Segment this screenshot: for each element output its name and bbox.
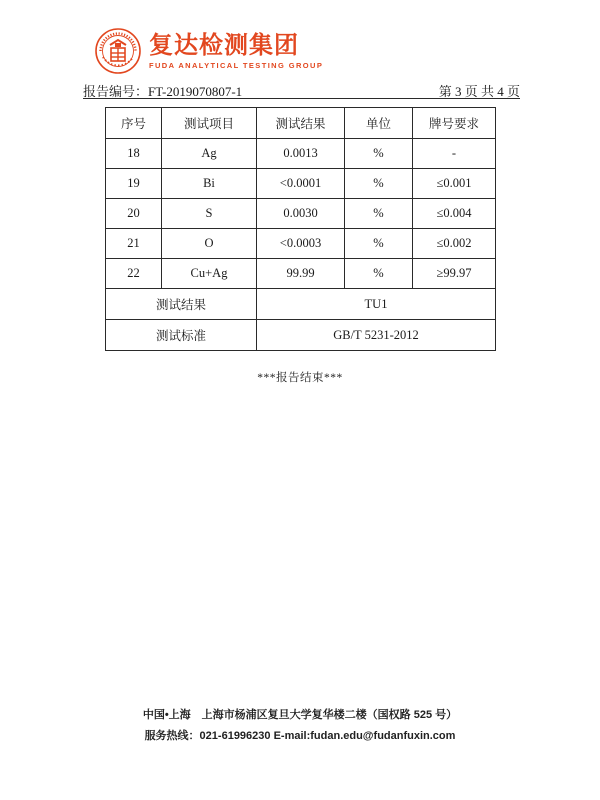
summary-value: GB/T 5231-2012 (257, 320, 496, 351)
cell-unit: % (345, 139, 413, 169)
cell-result: 99.99 (257, 259, 345, 289)
cell-unit: % (345, 169, 413, 199)
cell-seq: 22 (106, 259, 162, 289)
table-row (106, 229, 496, 259)
header-divider (83, 98, 520, 99)
company-name-en: FUDA ANALYTICAL TESTING GROUP (149, 60, 324, 70)
summary-label: 测试结果 (106, 289, 257, 320)
report-number-label: 报告编号： (83, 84, 149, 99)
results-table (105, 107, 496, 351)
summary-row-test-standard (106, 320, 496, 351)
summary-value: TU1 (257, 289, 496, 320)
cell-seq: 19 (106, 169, 162, 199)
table-row (106, 139, 496, 169)
report-number-value: FT-2019070807-1 (148, 84, 243, 99)
company-logo (94, 27, 323, 75)
cell-spec: ≤0.002 (413, 229, 496, 259)
cell-item: Bi (162, 169, 257, 199)
cell-item: S (162, 199, 257, 229)
col-header-item: 测试项目 (162, 108, 257, 139)
cell-item: Ag (162, 139, 257, 169)
footer-address: 中国•上海 上海市杨浦区复旦大学复华楼二楼（国权路 525 号） (142, 709, 458, 721)
cell-spec: ≤0.004 (413, 199, 496, 229)
col-header-spec: 牌号要求 (413, 108, 496, 139)
page-footer (0, 705, 600, 747)
cell-item: O (162, 229, 257, 259)
cell-result: <0.0001 (257, 169, 345, 199)
cell-unit: % (345, 199, 413, 229)
table-header-row (106, 108, 496, 139)
cell-item: Cu+Ag (162, 259, 257, 289)
cell-seq: 18 (106, 139, 162, 169)
cell-result: 0.0013 (257, 139, 345, 169)
cell-unit: % (345, 229, 413, 259)
table-row (106, 169, 496, 199)
cell-spec: ≤0.001 (413, 169, 496, 199)
col-header-unit: 单位 (345, 108, 413, 139)
page-indicator: 第 3 页 共 4 页 (438, 84, 520, 99)
summary-label: 测试标准 (106, 320, 257, 351)
col-header-result: 测试结果 (257, 108, 345, 139)
table-row (106, 259, 496, 289)
cell-result: <0.0003 (257, 229, 345, 259)
cell-spec: - (413, 139, 496, 169)
table-row (106, 199, 496, 229)
footer-contact: 服务热线：021-61996230 E-mail:fudan.edu@fudanfuxin.com (144, 730, 456, 742)
cell-seq: 20 (106, 199, 162, 229)
cell-spec: ≥99.97 (413, 259, 496, 289)
summary-row-test-result (106, 289, 496, 320)
report-end-marker: ***报告结束*** (257, 372, 343, 384)
cell-seq: 21 (106, 229, 162, 259)
cell-result: 0.0030 (257, 199, 345, 229)
company-name-cn: 复达检测集团 (149, 31, 299, 59)
cell-unit: % (345, 259, 413, 289)
col-header-seq: 序号 (106, 108, 162, 139)
company-seal-icon (94, 27, 142, 75)
